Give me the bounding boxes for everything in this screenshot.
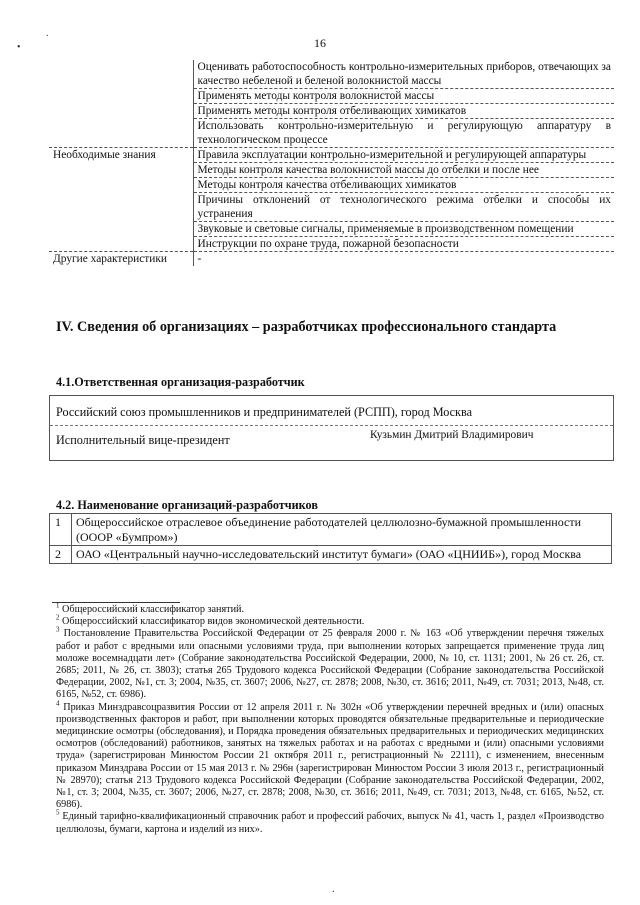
signatory-position: Исполнительный вице-президент: [56, 433, 230, 447]
scan-mark: •: [17, 42, 21, 53]
table-row: [50, 514, 612, 546]
table-row: [49, 252, 614, 267]
orgs-table: [49, 513, 612, 564]
ability-item: Использовать контрольно-измерительную и регулирующую аппаратуру в технологическом процессе: [193, 119, 614, 148]
ability-item: Применять методы контроля отбеливающих химикатов: [193, 104, 614, 119]
knowledge-item: Правила эксплуатации контрольно-измерительной и регулирующей аппаратуры: [193, 148, 614, 163]
knowledge-item: Причины отклонений от технологического режима отбелки и способы их устранения: [193, 193, 614, 222]
footnote-separator: [52, 602, 180, 603]
table-row: [49, 148, 614, 163]
table-row: [50, 546, 612, 564]
table-row: [49, 60, 614, 89]
footnote: $^5$ Единый тарифно-квалификационный справочник работ и профессий рабочих, выпуск № 41, часть 1, раздел «Производство целлюлозы, бумаги, картона и изделий из них».: [56, 809, 605, 835]
org-name: ОАО «Центральный научно-исследовательский институт бумаги» (ОАО «ЦНИИБ»), город Москва: [72, 546, 612, 564]
scan-mark: .: [332, 884, 335, 895]
knowledge-item: Методы контроля качества волокнистой массы до отбелки и после нее: [193, 163, 614, 178]
page-number: 16: [314, 36, 326, 50]
org-number: 1: [50, 514, 72, 546]
footnote: $^4$ Приказ Минздравсоцразвития России от 12 апреля 2011 г. № 302н «Об утверждении перечней вредных и (или) опасных производственных факторов и работ, при выполнении которых проводятся обязательные предварительные и периодические медицинские осмотры (обследования), и Порядка проведения обязательных предварительных и периодических медицинских осмотров (обследований) работников, занятых на тяжелых работах и на работах с вредными и (или) опасными условиями труда» (зарегистрирован Минюстом России 21 октября 2011 г., регистрационный № 22111), с изменением, внесенным приказом Минздрава России от 15 мая 2013 г. № 296н (зарегистрирован Минюстом России 3 июля 2013 г., регистрационный № 28970); статья 213 Трудового кодекса Российской Федерации (Собрание законодательства Российской Федерации, 2002, №1, ст. 3; 2004, №35, ст. 3607; 2006, №27, ст. 2878; 2008, №30, ст. 3616; 2011, №49, ст. 7031; 2013, №48, ст. 6165, №52, ст. 6986).: [56, 699, 605, 811]
footnote: $^1$ Общероссийский классификатор занятий.: [56, 601, 245, 615]
responsible-org-box: [49, 395, 614, 461]
footnote: $^3$ Постановление Правительства Российской Федерации от 25 февраля 2000 г. № 163 «Об утверждении перечня тяжелых работ и работ с вредными или опасными условиями труда, при выполнении которых запрещается применение труда лиц моложе восемнадцати лет» (Собрание законодательства Российской Федерации, 2000, № 10, ст. 1131; 2001, № 26 ст. 26, ст. 2685; 2011, № 26, ст. 3803); статья 265 Трудового кодекса Российской Федерации (Собрание законодательства Российской Федерации, 2002, №1, ст. 3; 2004, №35, ст. 3607; 2006, №27, ст. 2878; 2008, №30, ст. 3616; 2011, №49, ст. 7031; 2013, №48, ст. 6165, №52, ст. 6986).: [56, 626, 605, 701]
skills-table: [49, 60, 614, 266]
ability-item: Применять методы контроля волокнистой массы: [193, 89, 614, 104]
footnote: $^2$ Общероссийский классификатор видов экономической деятельности.: [56, 613, 365, 628]
knowledge-label: Необходимые знания: [49, 148, 193, 252]
ability-item: Оценивать работоспособность контрольно-измерительных приборов, отвечающих за качество небеленой и беленой волокнистой массы: [193, 60, 614, 89]
org-number: 2: [50, 546, 72, 564]
subsection-title: 4.1.Ответственная организация-разработчик: [56, 375, 305, 389]
other-value: -: [197, 253, 202, 265]
subsection-title: 4.2. Наименование организаций-разработчиков: [56, 498, 318, 512]
knowledge-item: Методы контроля качества отбеливающих химикатов: [193, 178, 614, 193]
knowledge-item: Звуковые и световые сигналы, применяемые в производственном помещении: [193, 222, 614, 237]
other-label: Другие характеристики: [49, 252, 193, 267]
abilities-label-cell: [49, 60, 193, 148]
scan-mark: .: [46, 28, 49, 39]
responsible-org-name: Российский союз промышленников и предпринимателей (РСПП), город Москва: [56, 405, 472, 419]
section-title: IV. Сведения об организациях – разработчиках профессионального стандарта: [56, 319, 557, 335]
org-name: Общероссийское отраслевое объединение работодателей целлюлозно-бумажной промышленности (ОООР «Бумпром»): [72, 514, 612, 546]
divider: [50, 425, 613, 426]
signatory-name: Кузьмин Дмитрий Владимирович: [370, 429, 534, 441]
footnotes: [56, 601, 605, 836]
knowledge-item: Инструкции по охране труда, пожарной безопасности: [193, 237, 614, 252]
